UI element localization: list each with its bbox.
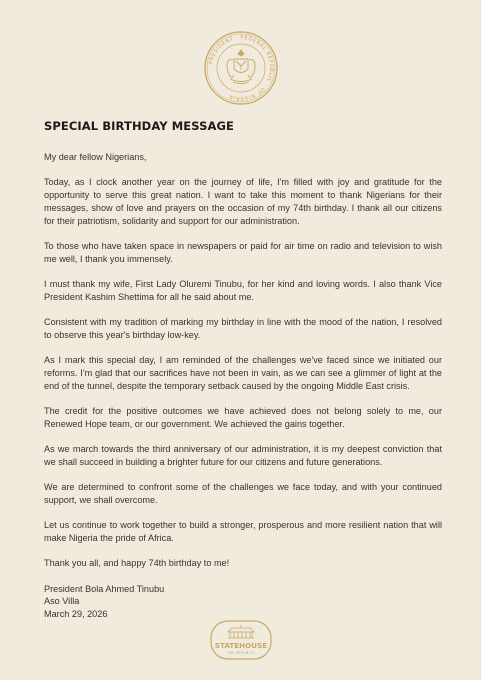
logo-text: STATEHOUSE bbox=[214, 641, 268, 650]
statehouse-logo-icon bbox=[208, 618, 274, 662]
seal-ring-text: PRESIDENT · FEDERAL REPUBLIC · OF NIGERIA bbox=[208, 34, 275, 102]
paragraph: As I mark this special day, I am reminded of the challenges we've faced since we initiated our reforms. I'm glad that our sacrifices have not been in vain, as we can see a glimmer of light at the end of the tunnel, despite the temporary setback caused by the ongoing Middle East crisis. bbox=[44, 355, 442, 391]
letter-title: SPECIAL BIRTHDAY MESSAGE bbox=[44, 119, 234, 133]
paragraph: The credit for the positive outcomes we have achieved does not belong solely to me, our Renewed Hope team, or our government. We achieved the gains together. bbox=[44, 405, 442, 429]
logo-subtext: THE REPUBLIC bbox=[227, 651, 255, 655]
signatory-name: President Bola Ahmed Tinubu bbox=[44, 583, 165, 594]
letter-body bbox=[44, 151, 442, 621]
paragraph: I must thank my wife, First Lady Oluremi Tinubu, for her kind and loving words. I also thank Vice President Kashim Shettima for all he said about me. bbox=[44, 278, 442, 302]
salutation: My dear fellow Nigerians, bbox=[44, 152, 147, 162]
paragraph: To those who have taken space in newspapers or paid for air time on radio and television to wish me well, I thank you immensely. bbox=[44, 240, 442, 264]
signatory-place: Aso Villa bbox=[44, 596, 80, 607]
paragraph: As we march towards the third anniversary of our administration, it is my deepest conviction that we shall succeed in building a brighter future for our citizens and future generations. bbox=[44, 444, 442, 467]
paragraph: Thank you all, and happy 74th birthday to me! bbox=[44, 558, 230, 569]
paragraph: We are determined to confront some of the challenges we face today, and with your continued support, we shall overcome. bbox=[44, 482, 442, 505]
presidential-seal-icon bbox=[203, 30, 279, 106]
paragraph: Let us continue to work together to build a stronger, prosperous and more resilient nation that will make Nigeria the pride of Africa. bbox=[44, 520, 442, 543]
letter-date: March 29, 2026 bbox=[44, 609, 108, 620]
paragraph: Today, as I clock another year on the journey of life, I'm filled with joy and gratitude for the opportunity to serve this great nation. I want to take this moment to thank Nigerians for their messages, show of love and prayers on the occasion of my 74th birthday. I thank all our citizens for their patriotism, solidarity and support for our administration. bbox=[44, 177, 442, 226]
paragraph: Consistent with my tradition of marking my birthday in line with the mood of the nation, I resolved to observe this year's birthday low-key. bbox=[44, 317, 442, 340]
signature-block bbox=[44, 583, 442, 621]
